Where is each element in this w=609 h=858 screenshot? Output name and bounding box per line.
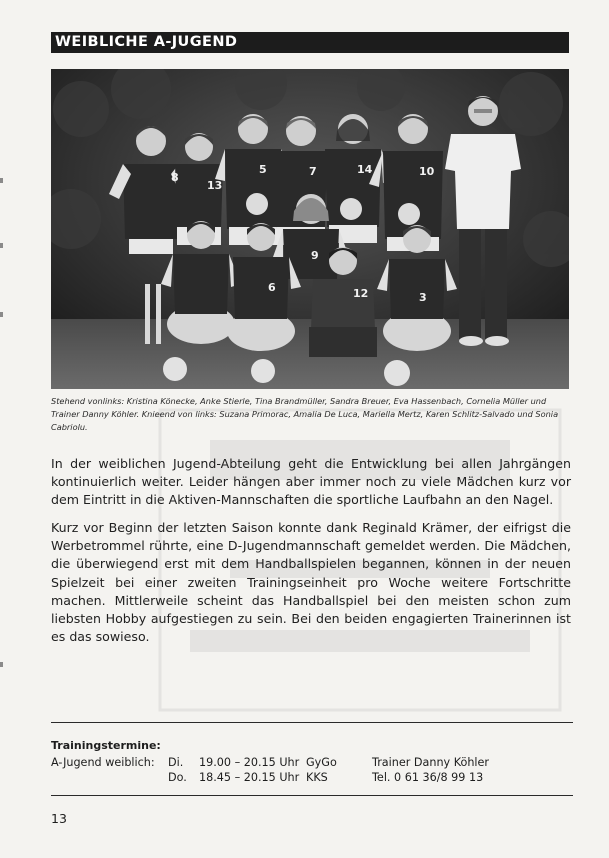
binding-mark — [0, 312, 3, 317]
divider — [51, 722, 573, 723]
team-photo — [51, 69, 569, 389]
schedule-time: 19.00 – 20.15 Uhr — [199, 756, 300, 769]
jersey-number: 10 — [419, 165, 435, 178]
schedule-venue: GyGo — [306, 756, 337, 769]
binding-mark — [0, 178, 3, 183]
jersey-number: 8 — [171, 171, 179, 184]
photo-caption: Stehend vonlinks: Kristina Könecke, Anke Stierle, Tina Brandmüller, Sandra Breuer, Eva Hassenbach, Cornelia Müller und Trainer Danny Köhler. Knieend von links: Suzana Primorac, Amalia De Luca, Mariella Mertz, Karen Schlitz-Salvado und Sonia Cabriolu. — [51, 396, 559, 433]
jersey-number: 9 — [311, 249, 319, 262]
page-number: 13 — [51, 811, 67, 826]
jersey-number: 14 — [357, 163, 373, 176]
jersey-number: 7 — [309, 165, 317, 178]
schedule-day: Di. — [168, 756, 184, 769]
schedule-venue: KKS — [306, 771, 328, 784]
jersey-number: 3 — [419, 291, 427, 304]
jersey-number: 6 — [268, 281, 276, 294]
body-paragraph: In der weiblichen Jugend-Abteilung geht die Entwicklung bei allen Jahrgängen kontinuierlich weiter. Leider hängen aber immer noch zu viele Mädchen kurz vor dem Eintritt in die Aktiven-Mannschaften die sportliche Laufbahn an den Nagel. — [51, 456, 571, 508]
binding-mark — [0, 662, 3, 667]
section-title: WEIBLICHE A-JUGEND — [51, 32, 569, 53]
schedule-team: A-Jugend weiblich: — [51, 756, 155, 769]
schedule-day: Do. — [168, 771, 187, 784]
team-photo-illustration — [51, 69, 569, 389]
binding-mark — [0, 243, 3, 248]
jersey-number: 12 — [353, 287, 369, 300]
jersey-number: 13 — [207, 179, 223, 192]
schedule-contact: Trainer Danny Köhler — [372, 756, 490, 769]
schedule-title: Trainingstermine: — [51, 739, 161, 752]
jersey-number: 5 — [259, 163, 267, 176]
schedule-time: 18.45 – 20.15 Uhr — [199, 771, 300, 784]
body-paragraph: Kurz vor Beginn der letzten Saison konnte dank Reginald Krämer, der eifrigst die Werbetrommel rührte, eine D-Jugendmannschaft gemeldet werden. Die Mädchen, die überwiegend erst mit dem Handballspielen begannen, können in der neuen Spielzeit bei einer zweiten Trainingseinheit pro Woche weitere Fortschritte machen. Mittlerweile scheint das Handballspiel bei den meisten schon zum liebsten Hobby aufgestiegen zu sein. Bei den beiden engagierten Trainerinnen ist es das sowieso. — [51, 520, 571, 645]
divider — [51, 795, 573, 796]
schedule-contact: Tel. 0 61 36/8 99 13 — [372, 771, 484, 784]
